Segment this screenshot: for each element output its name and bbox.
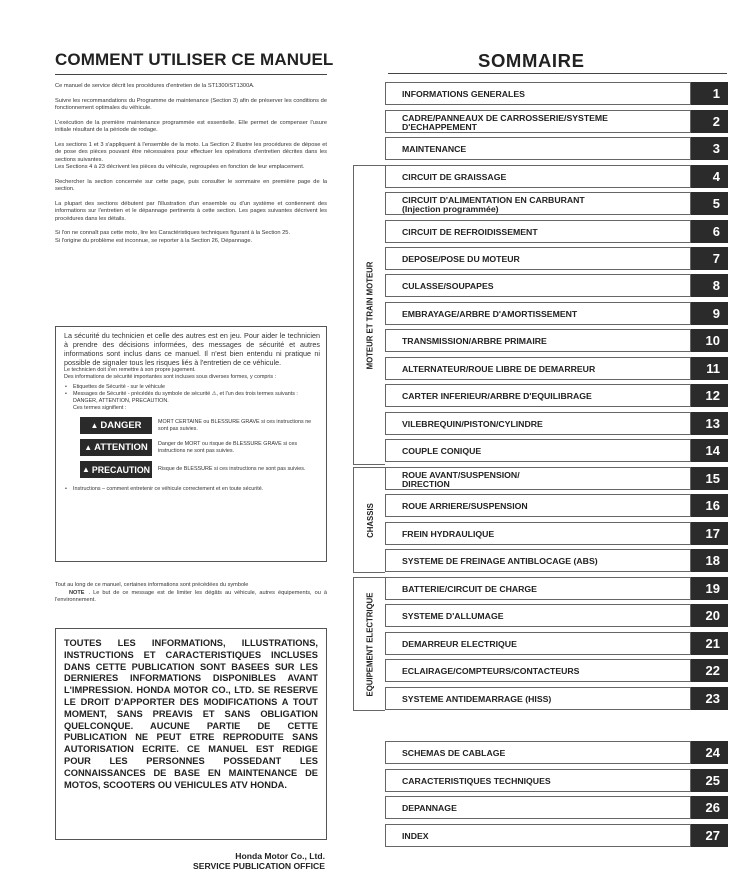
how-to-use-title: COMMENT UTILISER CE MANUEL bbox=[55, 50, 334, 69]
intro-paragraph: Les sections 1 et 3 s'appliquent à l'ensemble de la moto. La Section 2 illustre les procédures de dépose et de pose des pièces pouvant être nécessaires pour effectuer les opérations d'entretien décrites dans les sections suivantes. bbox=[55, 141, 327, 163]
section-box bbox=[385, 796, 691, 819]
list-item: • Messages de Sécurité - précédés du symbole de sécurité ⚠, et l'un des trois termes suivants : DANGER, ATTENTION, PRECAUTION. bbox=[64, 391, 320, 405]
safety-forms-text: Des informations de sécurité importantes sont incluses sous diverses formes, y compris : bbox=[64, 374, 277, 380]
note-text-end: . Le but de ce message est de limiter les dégâts au véhicule, autres équipements, ou à l'environnement. bbox=[55, 589, 327, 603]
section-row-20[interactable] bbox=[385, 604, 728, 627]
section-title: COUPLE CONIQUE bbox=[402, 446, 482, 457]
warning-triangle-icon: ▲ bbox=[90, 421, 99, 430]
contents-title: SOMMAIRE bbox=[478, 50, 585, 71]
intro-paragraph: L'exécution de la première maintenance programmée est essentielle. Elle permet de compenser l'usure initiale résultant de la période de rodage. bbox=[55, 119, 327, 133]
section-number-tab[interactable]: 20 bbox=[691, 604, 728, 627]
disclaimer-text: TOUTES LES INFORMATIONS, ILLUSTRATIONS, INSTRUCTIONS ET CARACTERISTIQUES INCLUSES DANS CETTE PUBLICATION SONT BASEES SUR LES DERNIERES INFORMATIONS DISPONIBLES AVANT L'IMPRESSION. HONDA MOTOR CO., LTD. SE RESERVE LE DROIT D'APPORTER DES MODIFICATIONS A TOUT MOMENT, SANS PREAVIS ET SANS OBLIGATION QUELCONQUE. AUCUNE PARTIE DE CETTE PUBLICATION NE PEUT ETRE REPRODUITE SANS AUTORISATION ECRITE. CE MANUEL EST REDIGE POUR LES PERSONNES POSSEDANT LES CONNAISSANCES DE BASE EN MAINTENANCE DE MOTOS, SCOOTERS OU VEHICULES ATV HONDA. bbox=[64, 638, 318, 790]
section-row-17[interactable] bbox=[385, 522, 728, 545]
section-title: CARTER INFERIEUR/ARBRE D'EQUILIBRAGE bbox=[402, 391, 592, 402]
section-number-tab[interactable]: 24 bbox=[691, 741, 728, 764]
section-box bbox=[385, 357, 691, 380]
group-label-electrical: EQUIPEMENT ELECTRIQUE bbox=[365, 592, 375, 696]
section-title: ROUE AVANT/SUSPENSION/ DIRECTION bbox=[402, 470, 520, 489]
section-title: SYSTEME D'ALLUMAGE bbox=[402, 611, 504, 622]
intro-paragraph: La plupart des sections débutent par l'illustration d'un ensemble ou d'un système et contiennent des informations sur l'entretien et le dépannage pertinents à cette section. Les pages suivantes décrivent les procédures dans les détails. bbox=[55, 200, 327, 222]
section-row-24[interactable] bbox=[385, 741, 728, 764]
safety-judgement-text: Le technicien doit s'en remettre à son propre jugement. bbox=[64, 367, 196, 373]
section-box bbox=[385, 82, 691, 105]
section-box bbox=[385, 247, 691, 270]
section-box bbox=[385, 769, 691, 792]
section-number-tab[interactable]: 11 bbox=[691, 357, 728, 380]
section-title: ALTERNATEUR/ROUE LIBRE DE DEMARREUR bbox=[402, 364, 596, 375]
section-row-14[interactable] bbox=[385, 439, 728, 462]
list-item: • Etiquettes de Sécurité - sur le véhicule bbox=[64, 384, 320, 391]
attention-description: Danger de MORT ou risque de BLESSURE GRAVE si ces instructions ne sont pas suivies. bbox=[158, 440, 298, 454]
section-box bbox=[385, 220, 691, 243]
section-row-21[interactable] bbox=[385, 632, 728, 655]
section-title: CADRE/PANNEAUX DE CARROSSERIE/SYSTEME D'ECHAPPEMENT bbox=[402, 113, 608, 132]
section-row-16[interactable] bbox=[385, 494, 728, 517]
section-title: DEPOSE/POSE DU MOTEUR bbox=[402, 254, 520, 265]
section-number-tab[interactable]: 18 bbox=[691, 549, 728, 572]
intro-paragraph: Les Sections 4 à 23 décrivent les pièces du véhicule, regroupées en fonction de leur emplacement. bbox=[55, 164, 305, 170]
section-box bbox=[385, 137, 691, 160]
section-number-tab[interactable]: 15 bbox=[691, 467, 728, 490]
section-box bbox=[385, 110, 691, 133]
section-row-2[interactable] bbox=[385, 110, 728, 133]
note-symbol: NOTE bbox=[69, 589, 85, 596]
section-box bbox=[385, 192, 691, 215]
section-number-tab[interactable]: 22 bbox=[691, 659, 728, 682]
section-row-19[interactable] bbox=[385, 577, 728, 600]
section-box bbox=[385, 522, 691, 545]
section-row-18[interactable] bbox=[385, 549, 728, 572]
section-row-4[interactable] bbox=[385, 165, 728, 188]
section-box bbox=[385, 577, 691, 600]
note-text-start: Tout au long de ce manuel, certaines informations sont précédées du symbole bbox=[55, 582, 249, 588]
section-number-tab[interactable]: 17 bbox=[691, 522, 728, 545]
section-number-tab[interactable]: 21 bbox=[691, 632, 728, 655]
section-number-tab[interactable]: 25 bbox=[691, 769, 728, 792]
section-number-tab[interactable]: 19 bbox=[691, 577, 728, 600]
warning-triangle-icon: ▲ bbox=[84, 443, 93, 452]
section-number-tab[interactable]: 12 bbox=[691, 384, 728, 407]
precaution-label: ▲ PRECAUTION bbox=[80, 461, 152, 478]
publisher-office: SERVICE PUBLICATION OFFICE bbox=[193, 861, 325, 871]
section-title: DEMARREUR ELECTRIQUE bbox=[402, 639, 517, 650]
section-row-5[interactable] bbox=[385, 192, 728, 215]
section-number-tab[interactable]: 9 bbox=[691, 302, 728, 325]
section-box bbox=[385, 824, 691, 847]
section-title: FREIN HYDRAULIQUE bbox=[402, 529, 495, 540]
section-row-12[interactable] bbox=[385, 384, 728, 407]
section-row-8[interactable] bbox=[385, 274, 728, 297]
section-row-25[interactable] bbox=[385, 769, 728, 792]
section-title: CULASSE/SOUPAPES bbox=[402, 281, 494, 292]
section-box bbox=[385, 467, 691, 490]
section-title: CARACTERISTIQUES TECHNIQUES bbox=[402, 776, 551, 787]
publisher-name: Honda Motor Co., Ltd. bbox=[235, 851, 325, 861]
section-title: CIRCUIT DE GRAISSAGE bbox=[402, 172, 507, 183]
list-item: • Instructions – comment entretenir ce véhicule correctement et en toute sécurité. bbox=[64, 486, 320, 493]
section-row-3[interactable] bbox=[385, 137, 728, 160]
section-title: INDEX bbox=[402, 831, 429, 842]
section-row-9[interactable] bbox=[385, 302, 728, 325]
section-box bbox=[385, 274, 691, 297]
group-label-engine: MOTEUR ET TRAIN MOTEUR bbox=[365, 261, 375, 369]
signal-words-intro: Ces termes signifient : bbox=[73, 405, 127, 411]
section-box bbox=[385, 659, 691, 682]
section-title: TRANSMISSION/ARBRE PRIMAIRE bbox=[402, 336, 547, 347]
section-number-tab[interactable]: 23 bbox=[691, 687, 728, 710]
section-box bbox=[385, 632, 691, 655]
section-number-tab[interactable]: 27 bbox=[691, 824, 728, 847]
section-number-tab[interactable]: 26 bbox=[691, 796, 728, 819]
section-box bbox=[385, 741, 691, 764]
section-row-1[interactable] bbox=[385, 82, 728, 105]
section-title: CIRCUIT DE REFROIDISSEMENT bbox=[402, 227, 538, 238]
section-row-7[interactable] bbox=[385, 247, 728, 270]
section-number-tab[interactable]: 14 bbox=[691, 439, 728, 462]
section-number-tab[interactable]: 13 bbox=[691, 412, 728, 435]
section-box bbox=[385, 604, 691, 627]
section-title: SCHEMAS DE CABLAGE bbox=[402, 748, 506, 759]
section-number-tab[interactable]: 4 bbox=[691, 165, 728, 188]
section-number-tab[interactable]: 7 bbox=[691, 247, 728, 270]
section-title: MAINTENANCE bbox=[402, 144, 467, 155]
section-number-tab[interactable]: 2 bbox=[691, 110, 728, 133]
section-box bbox=[385, 494, 691, 517]
section-row-27[interactable] bbox=[385, 824, 728, 847]
section-title: ECLAIRAGE/COMPTEURS/CONTACTEURS bbox=[402, 666, 580, 677]
section-row-11[interactable] bbox=[385, 357, 728, 380]
section-row-22[interactable] bbox=[385, 659, 728, 682]
danger-label: ▲ DANGER bbox=[80, 417, 152, 434]
warning-triangle-icon: ▲ bbox=[81, 465, 90, 474]
section-title: DEPANNAGE bbox=[402, 803, 457, 814]
section-number-tab[interactable]: 5 bbox=[691, 192, 728, 215]
section-title: EMBRAYAGE/ARBRE D'AMORTISSEMENT bbox=[402, 309, 578, 320]
section-number-tab[interactable]: 10 bbox=[691, 329, 728, 352]
section-box bbox=[385, 687, 691, 710]
section-box bbox=[385, 412, 691, 435]
group-label-chassis: CHASSIS bbox=[365, 502, 375, 538]
intro-paragraph: Ce manuel de service décrit les procédures d'entretien de la ST1300/ST1300A. bbox=[55, 83, 255, 89]
section-title: CIRCUIT D'ALIMENTATION EN CARBURANT (Injection programmée) bbox=[402, 195, 585, 214]
section-number-tab[interactable]: 16 bbox=[691, 494, 728, 517]
safety-lead-text: La sécurité du technicien et celle des autres est en jeu. Pour aider le technicien à prendre des décisions informées, des messages de sécurité et autres informations sont inclus dans ce manuel. Il n'est bien entendu ni pratique ni possible de signaler tous les risques liés à l'entretien de ce véhicule. bbox=[64, 331, 320, 367]
section-box bbox=[385, 384, 691, 407]
section-box bbox=[385, 165, 691, 188]
intro-paragraph: Rechercher la section concernée sur cette page, puis consulter le sommaire en première page de la section. bbox=[55, 178, 327, 192]
intro-paragraph: Si l'origine du problème est inconnue, se reporter à la Section 26, Dépannage. bbox=[55, 237, 253, 244]
section-row-6[interactable] bbox=[385, 220, 728, 243]
section-row-26[interactable] bbox=[385, 796, 728, 819]
section-title: INFORMATIONS GENERALES bbox=[402, 89, 525, 100]
section-title: SYSTEME DE FREINAGE ANTIBLOCAGE (ABS) bbox=[402, 556, 598, 567]
danger-description: MORT CERTAINE ou BLESSURE GRAVE si ces instructions ne sont pas suivies. bbox=[158, 418, 312, 432]
section-title: VILEBREQUIN/PISTON/CYLINDRE bbox=[402, 419, 543, 430]
section-row-23[interactable] bbox=[385, 687, 728, 710]
section-number-tab[interactable]: 8 bbox=[691, 274, 728, 297]
section-box bbox=[385, 439, 691, 462]
section-number-tab[interactable]: 6 bbox=[691, 220, 728, 243]
section-row-15[interactable] bbox=[385, 467, 728, 490]
section-row-10[interactable] bbox=[385, 329, 728, 352]
section-number-tab[interactable]: 1 bbox=[691, 82, 728, 105]
intro-paragraph: Suivre les recommandations du Programme de maintenance (Section 3) afin de préserver les conditions de fonctionnement optimales du véhicule. bbox=[55, 97, 327, 111]
section-title: ROUE ARRIERE/SUSPENSION bbox=[402, 501, 528, 512]
section-box bbox=[385, 302, 691, 325]
section-number-tab[interactable]: 3 bbox=[691, 137, 728, 160]
precaution-description: Risque de BLESSURE si ces instructions ne sont pas suivies. bbox=[158, 466, 306, 472]
section-row-13[interactable] bbox=[385, 412, 728, 435]
section-box bbox=[385, 329, 691, 352]
section-title: BATTERIE/CIRCUIT DE CHARGE bbox=[402, 584, 537, 595]
attention-label: ▲ ATTENTION bbox=[80, 439, 152, 456]
section-box bbox=[385, 549, 691, 572]
intro-paragraph: Si l'on ne connaît pas cette moto, lire les Caractéristiques techniques figurant à la Section 25. bbox=[55, 230, 291, 236]
section-title: SYSTEME ANTIDEMARRAGE (HISS) bbox=[402, 694, 552, 705]
